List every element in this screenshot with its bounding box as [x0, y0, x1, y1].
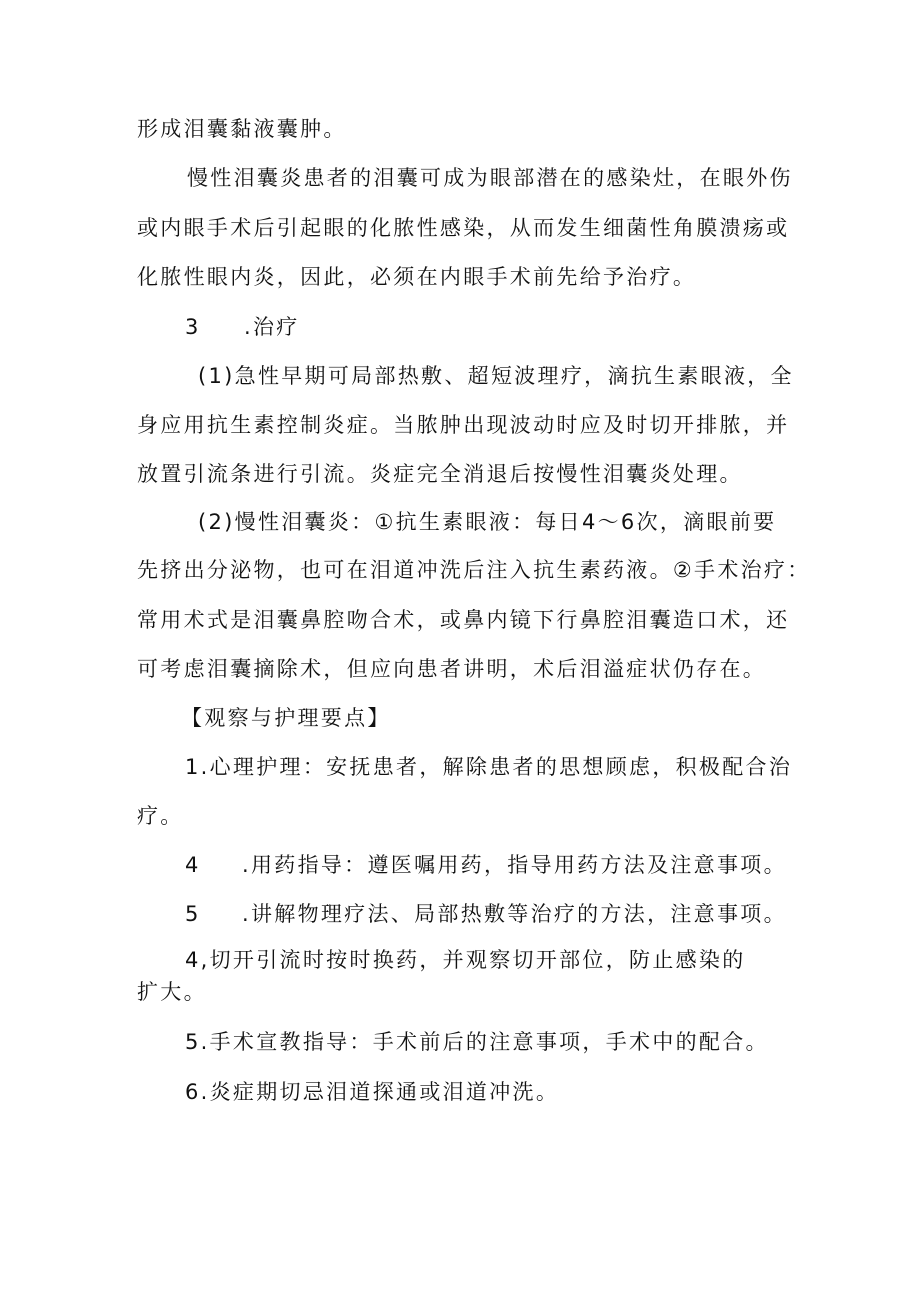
text-line: 常用术式是泪囊鼻腔吻合术，或鼻内镜下行鼻腔泪囊造口术，还: [137, 608, 790, 632]
text-line: .用药指导：遵医嘱用药，指导用药方法及注意事项。: [242, 853, 787, 877]
text-line: .讲解物理疗法、局部热敷等治疗的方法，注意事项。: [242, 902, 787, 926]
item-number: 4: [185, 853, 201, 877]
text-line: (1)急性早期可局部热敷、超短波理疗，滴抗生素眼液，全: [198, 364, 794, 388]
text-line: 4,切开引流时按时换药，并观察切开部位，防止感染的: [185, 948, 746, 972]
section-heading: .治疗: [244, 315, 300, 339]
text-line: 6.炎症期切忌泪道探通或泪道冲洗。: [185, 1080, 560, 1104]
item-number: 5: [185, 902, 201, 926]
text-line: 化脓性眼内炎，因此，必须在内眼手术前先给予治疗。: [137, 265, 697, 289]
text-line: 疗。: [137, 804, 184, 828]
section-number: 3: [185, 315, 201, 339]
text-line: 5.手术宣教指导：手术前后的注意事项，手术中的配合。: [185, 1030, 769, 1054]
text-line: 形成泪囊黏液囊肿。: [137, 117, 347, 141]
text-line: 先挤出分泌物，也可在泪道冲洗后注入抗生素药液。②手术治疗：: [137, 558, 811, 582]
section-heading: 【观察与护理要点】: [181, 706, 391, 730]
text-line: 或内眼手术后引起眼的化脓性感染，从而发生细菌性角膜溃疡或: [137, 216, 790, 240]
text-line: 扩大。: [137, 980, 207, 1004]
text-line: (2)慢性泪囊炎：①抗生素眼液：每日4～6次，滴眼前要: [198, 510, 777, 534]
text-line: 可考虑泪囊摘除术，但应向患者讲明，术后泪溢症状仍存在。: [137, 657, 767, 681]
text-line: 1.心理护理：安抚患者，解除患者的思想顾虑，积极配合治: [185, 755, 793, 779]
text-line: 身应用抗生素控制炎症。当脓肿出现波动时应及时切开排脓，并: [137, 413, 790, 437]
text-line: 放置引流条进行引流。炎症完全消退后按慢性泪囊炎处理。: [137, 462, 743, 486]
text-line: 慢性泪囊炎患者的泪囊可成为眼部潜在的感染灶，在眼外伤: [187, 166, 793, 190]
